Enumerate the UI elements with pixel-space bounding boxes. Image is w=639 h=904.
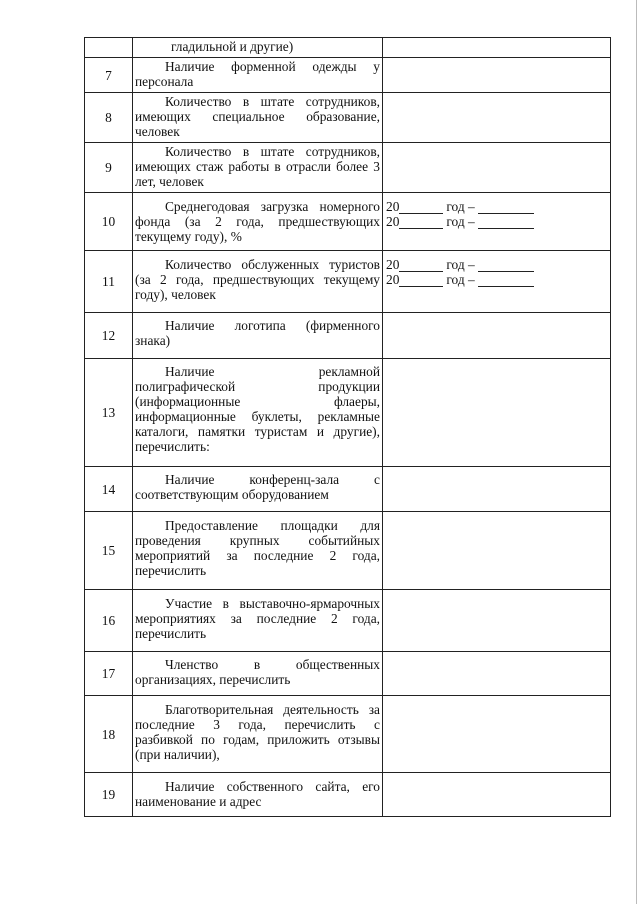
- table-row: [85, 143, 611, 193]
- value-cell[interactable]: [383, 773, 611, 817]
- year-line: [386, 199, 608, 214]
- row-number: 14: [85, 467, 133, 512]
- scan-edge-line: [636, 0, 637, 904]
- row-description-text: Наличие форменной одежды у персонала: [135, 59, 380, 89]
- row-description: [133, 251, 383, 313]
- row-description: [133, 696, 383, 773]
- row-number: [85, 38, 133, 58]
- row-description-text: Количество в штате сотрудников, имеющих стаж работы в отрасли более 3 лет, человек: [135, 144, 380, 189]
- row-description: [133, 38, 383, 58]
- row-description-text: гладильной и другие): [171, 39, 294, 54]
- value-blank[interactable]: [478, 201, 534, 214]
- value-cell[interactable]: [383, 467, 611, 512]
- table-row: [85, 359, 611, 467]
- table-row: [85, 512, 611, 590]
- value-cell[interactable]: [383, 590, 611, 652]
- value-cell[interactable]: [383, 143, 611, 193]
- row-number: 18: [85, 696, 133, 773]
- year-prefix: 20: [386, 214, 400, 229]
- year-label: год –: [446, 272, 475, 287]
- row-description-text: Наличие собственного сайта, его наименование и адрес: [135, 779, 380, 809]
- year-label: год –: [446, 199, 475, 214]
- row-description: [133, 467, 383, 512]
- row-description-text: Наличие логотипа (фирменного знака): [135, 318, 380, 348]
- value-cell[interactable]: [383, 93, 611, 143]
- row-number: 17: [85, 652, 133, 696]
- year-line: [386, 272, 608, 287]
- value-cell[interactable]: [383, 512, 611, 590]
- row-description-text: Количество в штате сотрудников, имеющих специальное образование, человек: [135, 94, 380, 139]
- row-description: [133, 313, 383, 359]
- row-number: 10: [85, 193, 133, 251]
- row-description: [133, 590, 383, 652]
- year-line: [386, 214, 608, 229]
- value-cell[interactable]: [383, 58, 611, 93]
- row-description: [133, 773, 383, 817]
- table-row: [85, 58, 611, 93]
- year-blank[interactable]: [399, 274, 443, 287]
- year-blank[interactable]: [399, 216, 443, 229]
- row-number: 9: [85, 143, 133, 193]
- row-description-text: Благотворительная деятельность за последние 3 года, перечислить с разбивкой по годам, приложить отзывы (при наличии),: [135, 702, 380, 762]
- value-cell[interactable]: [383, 696, 611, 773]
- row-description-text: Количество обслуженных туристов (за 2 года, предшествующих текущему году), человек: [135, 257, 380, 302]
- row-description-text: Участие в выставочно-ярмарочных мероприятиях за последние 2 года, перечислить: [135, 596, 380, 641]
- value-cell[interactable]: [383, 313, 611, 359]
- year-prefix: 20: [386, 257, 400, 272]
- value-cell[interactable]: [383, 359, 611, 467]
- table-row: [85, 193, 611, 251]
- table-row: [85, 590, 611, 652]
- row-number: 11: [85, 251, 133, 313]
- row-description-text: Среднегодовая загрузка номерного фонда (за 2 года, предшествующих текущему году), %: [135, 199, 380, 244]
- criteria-table: [84, 37, 611, 817]
- value-cell[interactable]: [383, 38, 611, 58]
- table-row: [85, 38, 611, 58]
- row-description: [133, 359, 383, 467]
- table-row: [85, 251, 611, 313]
- row-description: [133, 93, 383, 143]
- table-row: [85, 696, 611, 773]
- table-row: [85, 652, 611, 696]
- row-description: [133, 512, 383, 590]
- row-description: [133, 143, 383, 193]
- value-blank[interactable]: [478, 274, 534, 287]
- year-blank[interactable]: [399, 201, 443, 214]
- row-number: 12: [85, 313, 133, 359]
- value-cell[interactable]: [383, 193, 611, 251]
- row-number: 16: [85, 590, 133, 652]
- year-prefix: 20: [386, 272, 400, 287]
- table-row: [85, 773, 611, 817]
- row-description-text: Наличие конференц-зала с соответствующим оборудованием: [135, 472, 380, 502]
- row-description-text: Наличие рекламной полиграфической продукции (информационные флаеры, информационные буклеты, рекламные каталоги, памятки туристам и другие), перечислить:: [135, 364, 380, 454]
- value-cell[interactable]: [383, 251, 611, 313]
- table-row: [85, 313, 611, 359]
- year-blank[interactable]: [399, 259, 443, 272]
- row-number: 19: [85, 773, 133, 817]
- row-description-text: Предоставление площадки для проведения крупных событийных мероприятий за последние 2 года, перечислить: [135, 518, 380, 578]
- row-description: [133, 652, 383, 696]
- row-number: 7: [85, 58, 133, 93]
- value-blank[interactable]: [478, 216, 534, 229]
- value-cell[interactable]: [383, 652, 611, 696]
- row-number: 15: [85, 512, 133, 590]
- table-row: [85, 93, 611, 143]
- row-description-text: Членство в общественных организациях, перечислить: [135, 657, 380, 687]
- row-description: [133, 193, 383, 251]
- row-number: 13: [85, 359, 133, 467]
- row-description: [133, 58, 383, 93]
- year-label: год –: [446, 257, 475, 272]
- row-number: 8: [85, 93, 133, 143]
- table-row: [85, 467, 611, 512]
- year-line: [386, 257, 608, 272]
- year-prefix: 20: [386, 199, 400, 214]
- year-label: год –: [446, 214, 475, 229]
- value-blank[interactable]: [478, 259, 534, 272]
